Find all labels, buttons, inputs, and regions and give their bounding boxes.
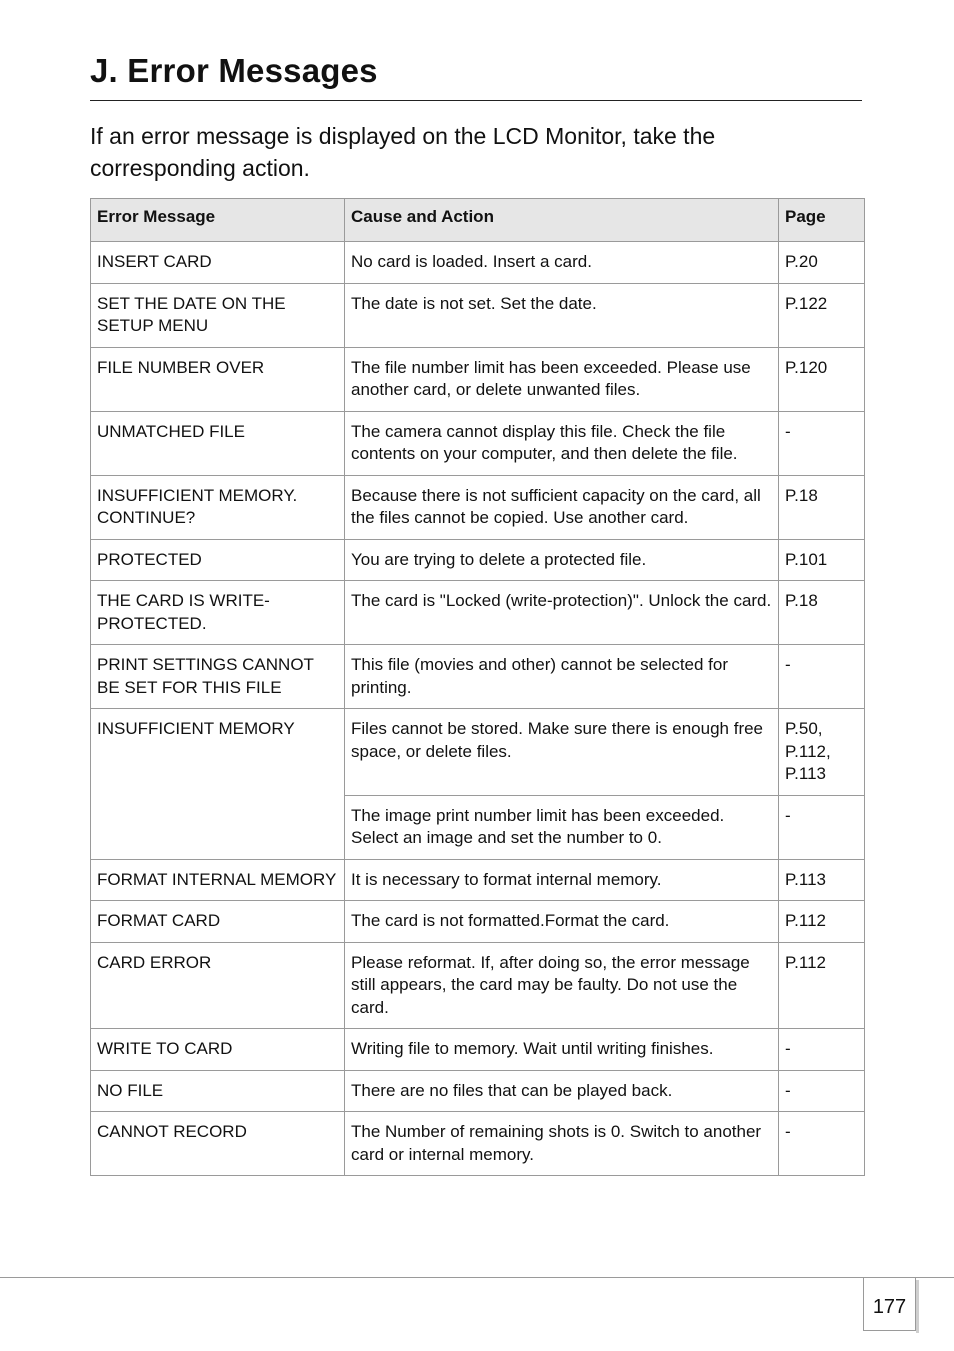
- table-row: [91, 1070, 865, 1112]
- page-ref-cell: P.18: [779, 475, 865, 539]
- page-number-box-shadow: [916, 1280, 919, 1333]
- error-message-cell: INSERT CARD: [91, 242, 345, 284]
- page-ref-cell: -: [779, 1070, 865, 1112]
- table-row: [91, 942, 865, 1029]
- page-ref-cell: -: [779, 795, 865, 859]
- table-row: [91, 283, 865, 347]
- error-message-cell: SET THE DATE ON THE SETUP MENU: [91, 283, 345, 347]
- error-message-cell: FORMAT CARD: [91, 901, 345, 943]
- cause-action-cell: It is necessary to format internal memory.: [345, 859, 779, 901]
- error-message-cell: PROTECTED: [91, 539, 345, 581]
- table-row: [91, 347, 865, 411]
- cause-action-cell: Please reformat. If, after doing so, the error message still appears, the card may be faulty. Do not use the card.: [345, 942, 779, 1029]
- cause-action-cell: This file (movies and other) cannot be selected for printing.: [345, 645, 779, 709]
- error-message-cell: UNMATCHED FILE: [91, 411, 345, 475]
- cause-action-cell: Writing file to memory. Wait until writing finishes.: [345, 1029, 779, 1071]
- header-page: Page: [779, 199, 865, 242]
- table-row: [91, 411, 865, 475]
- error-message-cell: THE CARD IS WRITE-PROTECTED.: [91, 581, 345, 645]
- cause-action-cell: The file number limit has been exceeded. Please use another card, or delete unwanted files.: [345, 347, 779, 411]
- cause-action-cell: The Number of remaining shots is 0. Switch to another card or internal memory.: [345, 1112, 779, 1176]
- cause-action-cell: The card is "Locked (write-protection)". Unlock the card.: [345, 581, 779, 645]
- page-ref-cell: P.120: [779, 347, 865, 411]
- page-ref-cell: -: [779, 411, 865, 475]
- cause-action-cell: The card is not formatted.Format the card.: [345, 901, 779, 943]
- table-row: [91, 242, 865, 284]
- cause-action-cell: You are trying to delete a protected file.: [345, 539, 779, 581]
- table-header: [91, 199, 865, 242]
- page-title: J. Error Messages: [90, 52, 378, 89]
- error-message-cell: INSUFFICIENT MEMORY: [91, 709, 345, 860]
- cause-action-cell: Because there is not sufficient capacity on the card, all the files cannot be copied. Use another card.: [345, 475, 779, 539]
- page-ref-cell: P.112: [779, 942, 865, 1029]
- error-message-cell: INSUFFICIENT MEMORY. CONTINUE?: [91, 475, 345, 539]
- table-row: [91, 1029, 865, 1071]
- error-message-cell: CARD ERROR: [91, 942, 345, 1029]
- page-number: 177: [872, 1296, 907, 1318]
- table-row: [91, 581, 865, 645]
- table-row: [91, 539, 865, 581]
- table-header-row: [91, 199, 865, 242]
- cause-action-cell: The image print number limit has been exceeded. Select an image and set the number to 0.: [345, 795, 779, 859]
- error-message-cell: PRINT SETTINGS CANNOT BE SET FOR THIS FILE: [91, 645, 345, 709]
- error-message-cell: CANNOT RECORD: [91, 1112, 345, 1176]
- table-row: [91, 475, 865, 539]
- cause-action-cell: The camera cannot display this file. Check the file contents on your computer, and then delete the file.: [345, 411, 779, 475]
- page-ref-cell: P.20: [779, 242, 865, 284]
- error-messages-table: [90, 198, 865, 1176]
- page-ref-cell: P.50, P.112, P.113: [779, 709, 865, 796]
- error-message-cell: NO FILE: [91, 1070, 345, 1112]
- header-error-message: Error Message: [91, 199, 345, 242]
- header-cause-and-action: Cause and Action: [345, 199, 779, 242]
- table-row: [91, 645, 865, 709]
- error-message-cell: FORMAT INTERNAL MEMORY: [91, 859, 345, 901]
- page-ref-cell: P.18: [779, 581, 865, 645]
- intro-paragraph: If an error message is displayed on the LCD Monitor, take the corresponding action.: [90, 123, 716, 181]
- footer-divider: [0, 1277, 954, 1278]
- error-message-cell: WRITE TO CARD: [91, 1029, 345, 1071]
- cause-action-cell: There are no files that can be played back.: [345, 1070, 779, 1112]
- error-message-cell: FILE NUMBER OVER: [91, 347, 345, 411]
- page-ref-cell: -: [779, 645, 865, 709]
- page-ref-cell: P.112: [779, 901, 865, 943]
- cause-action-cell: Files cannot be stored. Make sure there is enough free space, or delete files.: [345, 709, 779, 796]
- table-body: [91, 242, 865, 1176]
- cause-action-cell: No card is loaded. Insert a card.: [345, 242, 779, 284]
- table-row: [91, 1112, 865, 1176]
- table-row: [91, 859, 865, 901]
- page-ref-cell: P.122: [779, 283, 865, 347]
- page-ref-cell: -: [779, 1112, 865, 1176]
- cause-action-cell: The date is not set. Set the date.: [345, 283, 779, 347]
- page-ref-cell: -: [779, 1029, 865, 1071]
- title-divider: [90, 100, 862, 101]
- table-row: [91, 901, 865, 943]
- page-ref-cell: P.101: [779, 539, 865, 581]
- page-ref-cell: P.113: [779, 859, 865, 901]
- table-row: [91, 709, 865, 796]
